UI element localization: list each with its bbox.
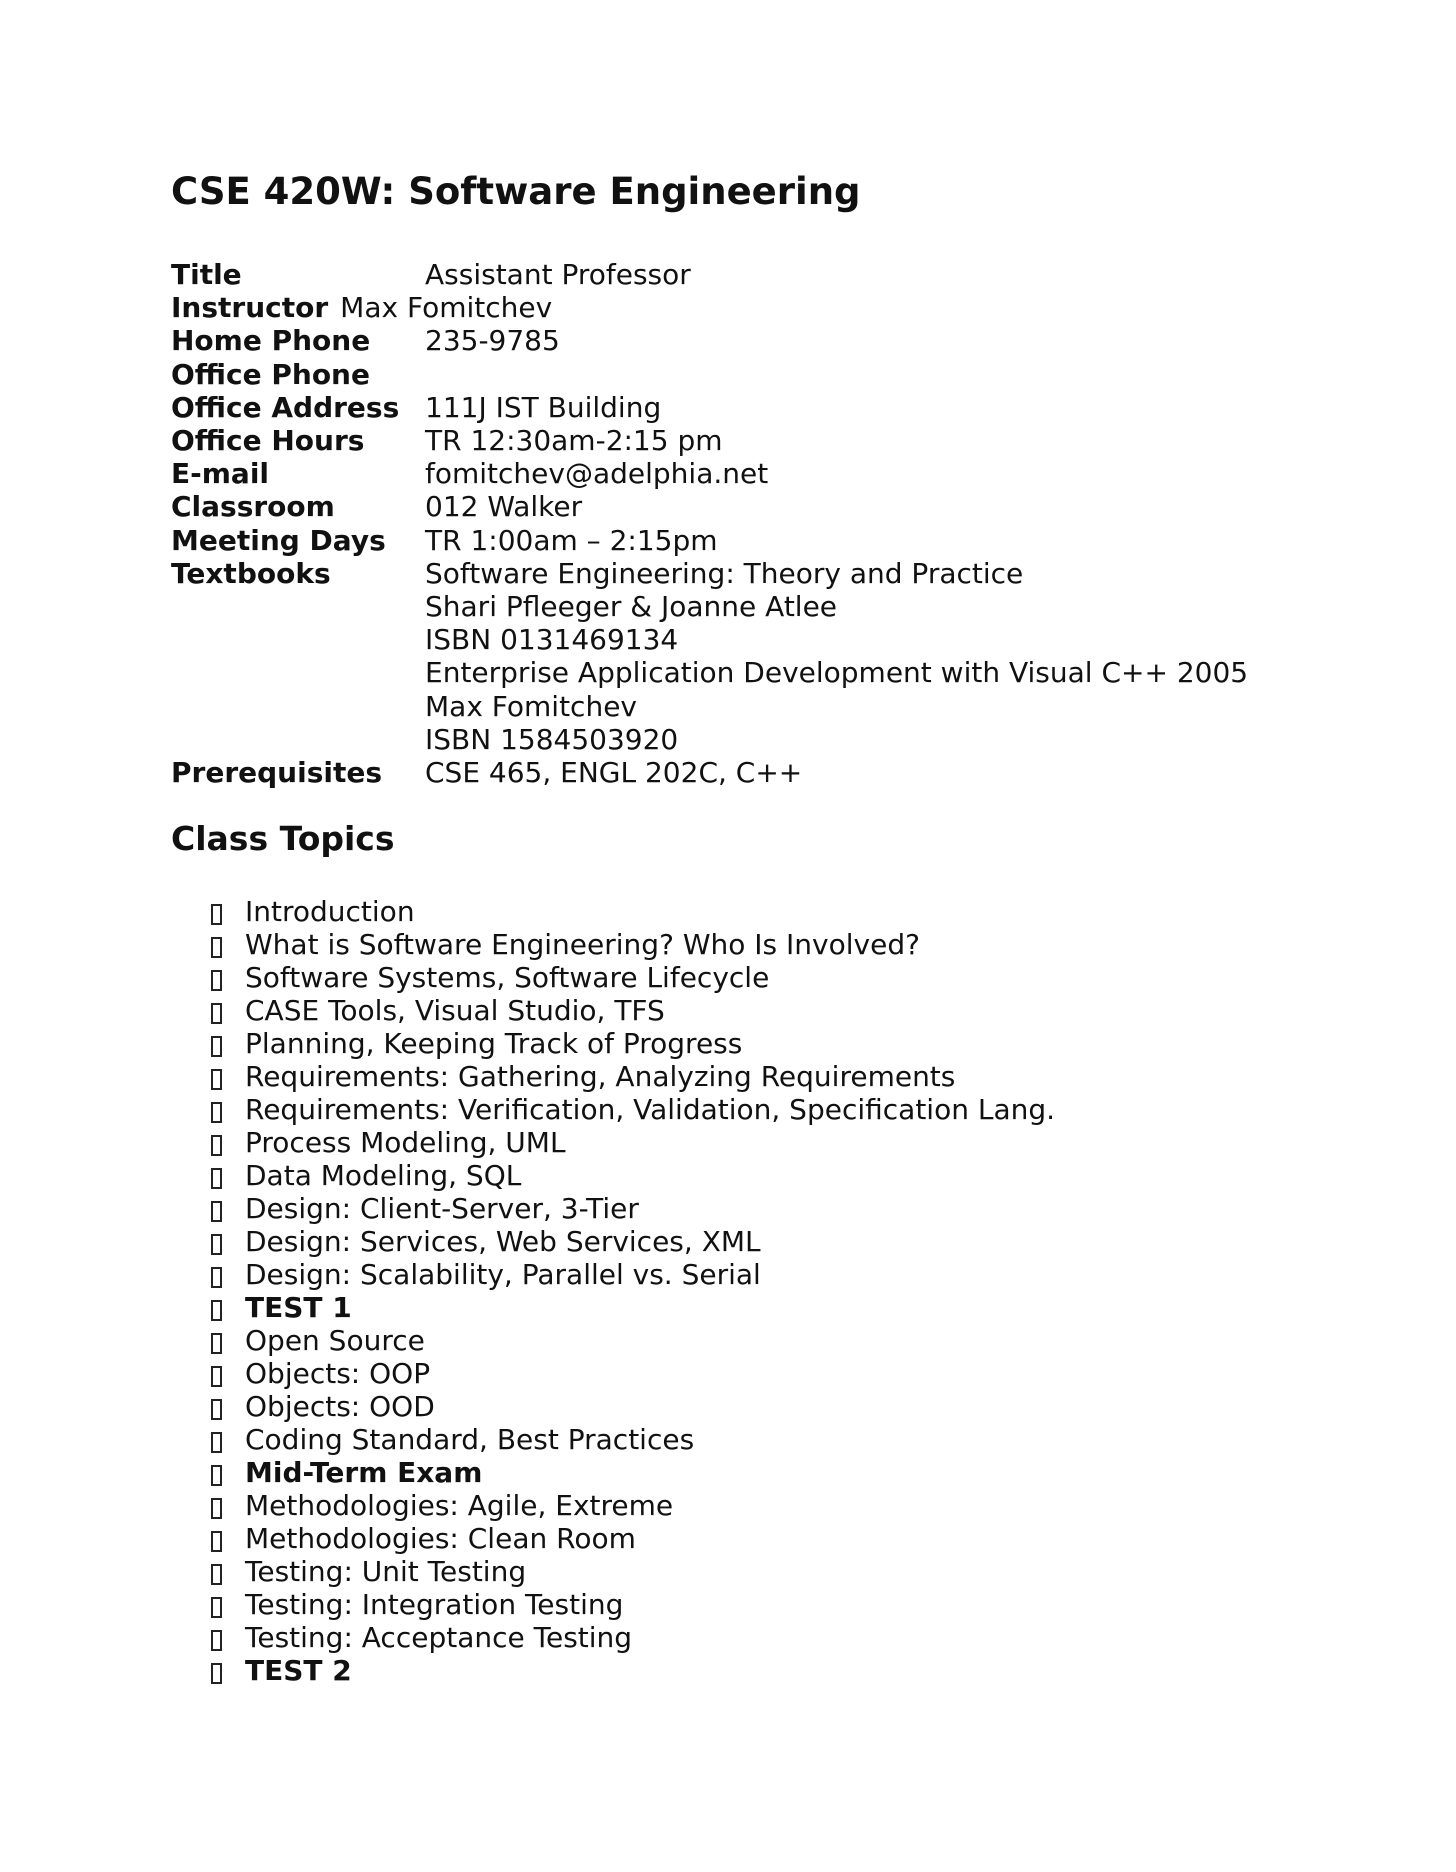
- info-label-textbooks: Textbooks: [171, 556, 331, 590]
- info-row-email: [171, 457, 1351, 490]
- topic-label: Open Source: [245, 1324, 425, 1358]
- class-topics-heading: Class Topics: [171, 819, 395, 859]
- topic-list-item: [211, 1225, 1351, 1258]
- textbook-line: ISBN 0131469134: [425, 623, 679, 657]
- topic-label: Methodologies: Clean Room: [245, 1522, 636, 1556]
- topic-list-item: [211, 1192, 1351, 1225]
- info-value-meeting-days: TR 1:00am – 2:15pm: [425, 523, 718, 557]
- bullet-box-icon: [211, 1498, 222, 1519]
- topic-label: Software Systems, Software Lifecycle: [245, 961, 770, 995]
- bullet-box-icon: [211, 1300, 222, 1321]
- topic-list-item: [211, 1555, 1351, 1588]
- info-label-instructor: Instructor: [171, 291, 329, 325]
- topic-label: TEST 2: [245, 1654, 352, 1688]
- bullet-box-icon: [211, 904, 222, 925]
- bullet-box-icon: [211, 1036, 222, 1057]
- topic-label: Process Modeling, UML: [245, 1126, 566, 1160]
- topic-list-item: [211, 1522, 1351, 1555]
- bullet-box-icon: [211, 1102, 222, 1123]
- info-label-email: E-mail: [171, 457, 270, 491]
- topic-label: Design: Services, Web Services, XML: [245, 1225, 761, 1259]
- info-value-prerequisites: CSE 465, ENGL 202C, C++: [425, 756, 803, 790]
- topic-list-item: [211, 1390, 1351, 1423]
- bullet-box-icon: [211, 937, 222, 958]
- topic-label: CASE Tools, Visual Studio, TFS: [245, 994, 665, 1028]
- info-value-email: fomitchev@adelphia.net: [425, 457, 769, 491]
- topic-list-item: [211, 1357, 1351, 1390]
- bullet-box-icon: [211, 1168, 222, 1189]
- bullet-box-icon: [211, 1333, 222, 1354]
- topic-label: Requirements: Gathering, Analyzing Requirements: [245, 1060, 956, 1094]
- topic-label: Testing: Integration Testing: [245, 1588, 624, 1622]
- topic-label: Testing: Unit Testing: [245, 1555, 527, 1589]
- topic-list-item: [211, 1654, 1351, 1687]
- textbook-line: Software Engineering: Theory and Practice: [425, 556, 1024, 590]
- topic-label: Mid-Term Exam: [245, 1456, 483, 1490]
- info-row-office-address: [171, 391, 1351, 424]
- info-row-title: [171, 258, 1351, 291]
- info-label-office-phone: Office Phone: [171, 357, 370, 391]
- topic-label: Testing: Acceptance Testing: [245, 1621, 633, 1655]
- topic-list-item: [211, 1291, 1351, 1324]
- topic-list-item: [211, 1159, 1351, 1192]
- topic-list-item: [211, 1126, 1351, 1159]
- bullet-box-icon: [211, 1399, 222, 1420]
- topic-label: Data Modeling, SQL: [245, 1159, 522, 1193]
- info-row-textbooks: [171, 557, 1351, 756]
- info-label-home-phone: Home Phone: [171, 324, 371, 358]
- course-info-table: [171, 258, 1351, 789]
- bullet-box-icon: [211, 1267, 222, 1288]
- topic-list-item: [211, 928, 1351, 961]
- info-label-title: Title: [171, 258, 242, 291]
- topic-label: Design: Client-Server, 3-Tier: [245, 1192, 639, 1226]
- textbook-line: Shari Pfleeger & Joanne Atlee: [425, 590, 838, 624]
- bullet-box-icon: [211, 1531, 222, 1552]
- info-row-meeting-days: [171, 524, 1351, 557]
- bullet-box-icon: [211, 1432, 222, 1453]
- info-value-office-address: 111J IST Building: [425, 390, 662, 424]
- topic-list-item: [211, 1621, 1351, 1654]
- topic-list-item: [211, 1456, 1351, 1489]
- topic-list-item: [211, 1588, 1351, 1621]
- info-row-office-phone: [171, 358, 1351, 391]
- textbook-line: Enterprise Application Development with Visual C++ 2005: [425, 656, 1249, 690]
- info-value-title: Assistant Professor: [425, 258, 691, 291]
- info-value-instructor: Max Fomitchev: [340, 291, 553, 325]
- bullet-box-icon: [211, 1465, 222, 1486]
- bullet-box-icon: [211, 1663, 222, 1684]
- textbook-line: Max Fomitchev: [425, 689, 637, 723]
- topic-label: TEST 1: [245, 1291, 352, 1325]
- bullet-box-icon: [211, 1234, 222, 1255]
- bullet-box-icon: [211, 1630, 222, 1651]
- bullet-box-icon: [211, 1003, 222, 1024]
- topic-label: Design: Scalability, Parallel vs. Serial: [245, 1258, 761, 1292]
- topic-label: Planning, Keeping Track of Progress: [245, 1027, 743, 1061]
- topic-label: Introduction: [245, 895, 415, 929]
- topic-list-item: [211, 1027, 1351, 1060]
- info-row-instructor: [171, 291, 1351, 324]
- topic-list-item: [211, 961, 1351, 994]
- topic-list-item: [211, 1258, 1351, 1291]
- info-row-prerequisites: [171, 756, 1351, 789]
- bullet-box-icon: [211, 970, 222, 991]
- topic-label: What is Software Engineering? Who Is Involved?: [245, 928, 920, 962]
- info-row-classroom: [171, 490, 1351, 523]
- info-value-classroom: 012 Walker: [425, 490, 583, 524]
- bullet-box-icon: [211, 1069, 222, 1090]
- topic-list-item: [211, 895, 1351, 928]
- document-title: CSE 420W: Software Engineering: [171, 170, 861, 213]
- class-topics-list: [171, 895, 1351, 1687]
- textbook-line: ISBN 1584503920: [425, 722, 679, 756]
- topic-list-item: [211, 1060, 1351, 1093]
- topic-label: Objects: OOP: [245, 1357, 431, 1391]
- info-value-office-hours: TR 12:30am-2:15 pm: [425, 424, 723, 458]
- textbook-list: [425, 557, 1248, 756]
- syllabus-page: [171, 166, 1351, 1687]
- info-label-classroom: Classroom: [171, 490, 335, 524]
- info-label-office-hours: Office Hours: [171, 424, 365, 458]
- topic-list-item: [211, 1093, 1351, 1126]
- topic-list-item: [211, 1324, 1351, 1357]
- info-row-home-phone: [171, 324, 1351, 357]
- info-label-meeting-days: Meeting Days: [171, 523, 386, 557]
- info-label-prerequisites: Prerequisites: [171, 756, 382, 790]
- bullet-box-icon: [211, 1564, 222, 1585]
- bullet-box-icon: [211, 1597, 222, 1618]
- info-row-office-hours: [171, 424, 1351, 457]
- bullet-box-icon: [211, 1366, 222, 1387]
- topic-label: Coding Standard, Best Practices: [245, 1423, 695, 1457]
- info-value-home-phone: 235-9785: [425, 324, 560, 358]
- topic-label: Methodologies: Agile, Extreme: [245, 1489, 674, 1523]
- bullet-box-icon: [211, 1201, 222, 1222]
- topic-list-item: [211, 1489, 1351, 1522]
- topic-label: Objects: OOD: [245, 1390, 435, 1424]
- topic-label: Requirements: Verification, Validation, Specification Lang.: [245, 1093, 1056, 1127]
- bullet-box-icon: [211, 1135, 222, 1156]
- topic-list-item: [211, 994, 1351, 1027]
- info-label-office-address: Office Address: [171, 390, 400, 424]
- topic-list-item: [211, 1423, 1351, 1456]
